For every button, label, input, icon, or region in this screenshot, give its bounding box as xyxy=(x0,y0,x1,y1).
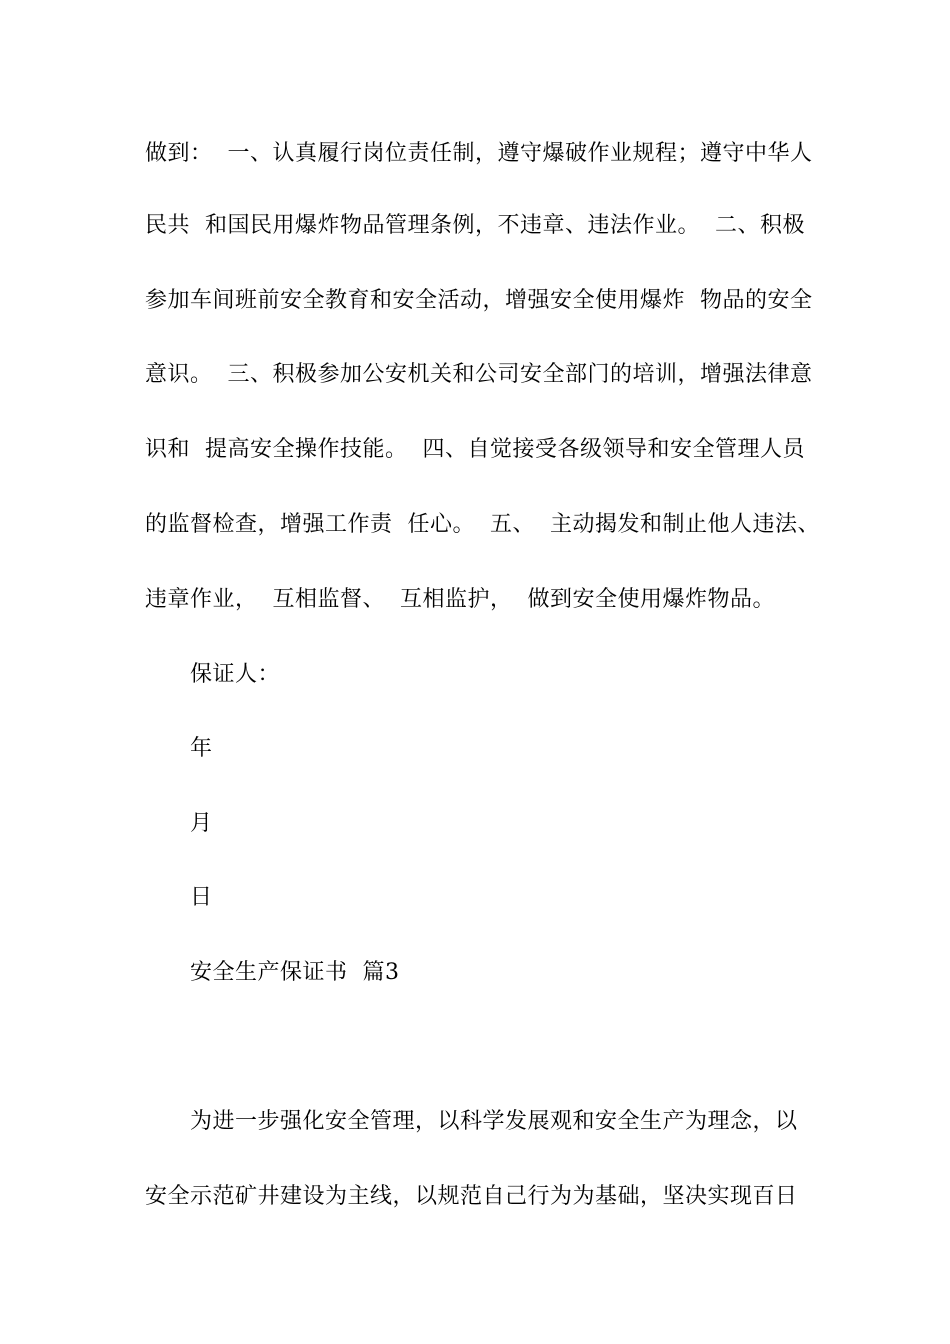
paragraph-line: 参加车间班前安全教育和安全活动，增强安全使用爆炸 物品的安全 xyxy=(145,288,813,313)
paragraph-line: 为进一步强化安全管理，以科学发展观和安全生产为理念，以 xyxy=(190,1109,798,1134)
paragraph-line: 识和 提高安全操作技能。 四、自觉接受各级领导和安全管理人员 xyxy=(145,437,805,462)
paragraph-line: 的监督检查，增强工作责 任心。 五、 主动揭发和制止他人违法、 xyxy=(145,512,820,537)
paragraph-line: 做到： 一、认真履行岗位责任制，遵守爆破作业规程；遵守中华人 xyxy=(145,141,813,166)
paragraph-line: 违章作业， 互相监督、 互相监护， 做到安全使用爆炸物品。 xyxy=(145,587,775,612)
guarantor-label: 保证人： xyxy=(190,662,281,687)
paragraph-line: 民共 和国民用爆炸物品管理条例，不违章、违法作业。 二、积极 xyxy=(145,213,805,238)
section-title: 安全生产保证书 篇3 xyxy=(190,960,400,985)
month-label: 月 xyxy=(190,811,213,836)
day-label: 日 xyxy=(190,885,213,910)
paragraph-line: 意识。 三、积极参加公安机关和公司安全部门的培训，增强法律意 xyxy=(145,362,813,387)
paragraph-line: 安全示范矿井建设为主线，以规范自己行为为基础，坚决实现百日 xyxy=(145,1184,798,1209)
year-label: 年 xyxy=(190,736,213,761)
